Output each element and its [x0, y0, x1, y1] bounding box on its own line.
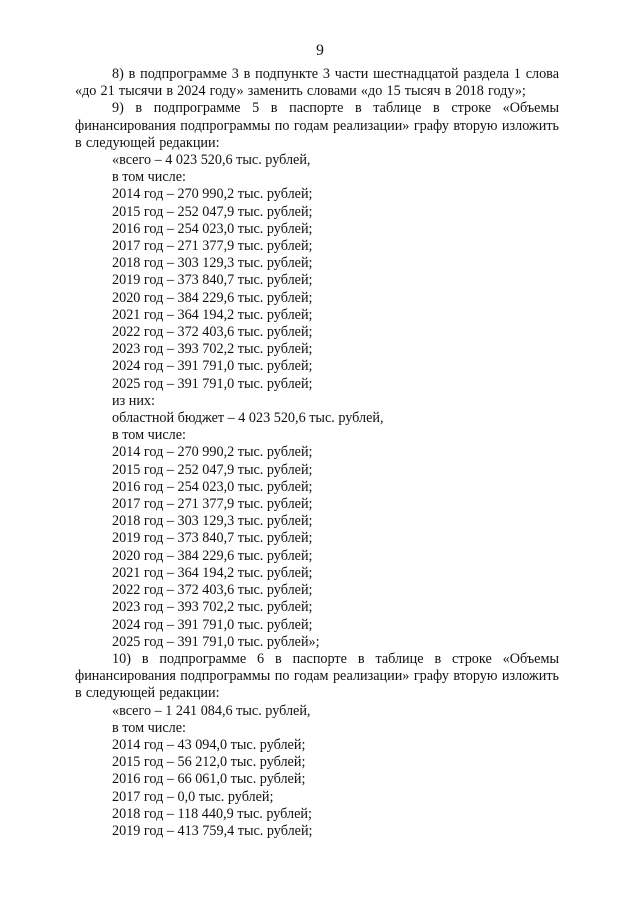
- item-10-intro: 10) в подпрограмме 6 в паспорте в таблице в строке «Объемы финансирования подпрограммы по годам реализации» графу вторую изложить в следующей редакции:: [75, 650, 559, 702]
- item-9-intro: 9) в подпрограмме 5 в паспорте в таблице в строке «Объемы финансирования подпрограммы по годам реализации» графу вторую изложить в следующей редакции:: [75, 100, 559, 151]
- year-line: 2020 год – 384 229,6 тыс. рублей;: [112, 289, 313, 306]
- year-line: 2016 год – 66 061,0 тыс. рублей;: [112, 771, 306, 788]
- item-9-regional-including: в том числе:: [112, 427, 186, 444]
- year-line: 2022 год – 372 403,6 тыс. рублей;: [112, 324, 313, 341]
- item-9-total: «всего – 4 023 520,6 тыс. рублей,: [112, 152, 311, 169]
- page-number: 9: [316, 42, 324, 59]
- year-line: 2025 год – 391 791,0 тыс. рублей»;: [112, 633, 320, 650]
- year-line: 2025 год – 391 791,0 тыс. рублей;: [112, 375, 313, 392]
- item-9-regional-total: областной бюджет – 4 023 520,6 тыс. рублей,: [112, 410, 384, 427]
- year-line: 2017 год – 271 377,9 тыс. рублей;: [112, 496, 313, 513]
- year-line: 2015 год – 252 047,9 тыс. рублей;: [112, 203, 313, 220]
- year-line: 2014 год – 43 094,0 тыс. рублей;: [112, 736, 306, 753]
- year-line: 2014 год – 270 990,2 тыс. рублей;: [112, 186, 313, 203]
- year-line: 2023 год – 393 702,2 тыс. рублей;: [112, 341, 313, 358]
- year-line: 2020 год – 384 229,6 тыс. рублей;: [112, 547, 313, 564]
- item-8-paragraph: 8) в подпрограмме 3 в подпункте 3 части шестнадцатой раздела 1 слова «до 21 тысячи в 2024 году» заменить словами «до 15 тысяч в 2018 году»;: [75, 66, 559, 100]
- item-9-year-list: [75, 186, 559, 392]
- document-body: [75, 66, 559, 840]
- item-9-of-which: из них:: [112, 392, 155, 409]
- year-line: 2016 год – 254 023,0 тыс. рублей;: [112, 220, 313, 237]
- year-line: 2015 год – 56 212,0 тыс. рублей;: [112, 754, 306, 771]
- year-line: 2014 год – 270 990,2 тыс. рублей;: [112, 444, 313, 461]
- year-line: 2024 год – 391 791,0 тыс. рублей;: [112, 616, 313, 633]
- item-9-regional-year-list: [75, 444, 559, 650]
- year-line: 2024 год – 391 791,0 тыс. рублей;: [112, 358, 313, 375]
- item-10-including: в том числе:: [112, 719, 186, 736]
- year-line: 2018 год – 303 129,3 тыс. рублей;: [112, 513, 313, 530]
- item-10-total: «всего – 1 241 084,6 тыс. рублей,: [112, 702, 311, 719]
- year-line: 2015 год – 252 047,9 тыс. рублей;: [112, 461, 313, 478]
- year-line: 2019 год – 373 840,7 тыс. рублей;: [112, 530, 313, 547]
- year-line: 2019 год – 373 840,7 тыс. рублей;: [112, 272, 313, 289]
- year-line: 2022 год – 372 403,6 тыс. рублей;: [112, 582, 313, 599]
- item-10-year-list: [75, 737, 559, 840]
- year-line: 2019 год – 413 759,4 тыс. рублей;: [112, 822, 313, 839]
- year-line: 2021 год – 364 194,2 тыс. рублей;: [112, 306, 313, 323]
- item-9-section: [75, 100, 559, 651]
- year-line: 2017 год – 271 377,9 тыс. рублей;: [112, 238, 313, 255]
- year-line: 2018 год – 118 440,9 тыс. рублей;: [112, 805, 312, 822]
- item-9-including: в том числе:: [112, 169, 186, 186]
- year-line: 2017 год – 0,0 тыс. рублей;: [112, 788, 274, 805]
- year-line: 2023 год – 393 702,2 тыс. рублей;: [112, 599, 313, 616]
- year-line: 2018 год – 303 129,3 тыс. рублей;: [112, 255, 313, 272]
- item-10-section: [75, 651, 559, 840]
- year-line: 2016 год – 254 023,0 тыс. рублей;: [112, 478, 313, 495]
- year-line: 2021 год – 364 194,2 тыс. рублей;: [112, 564, 313, 581]
